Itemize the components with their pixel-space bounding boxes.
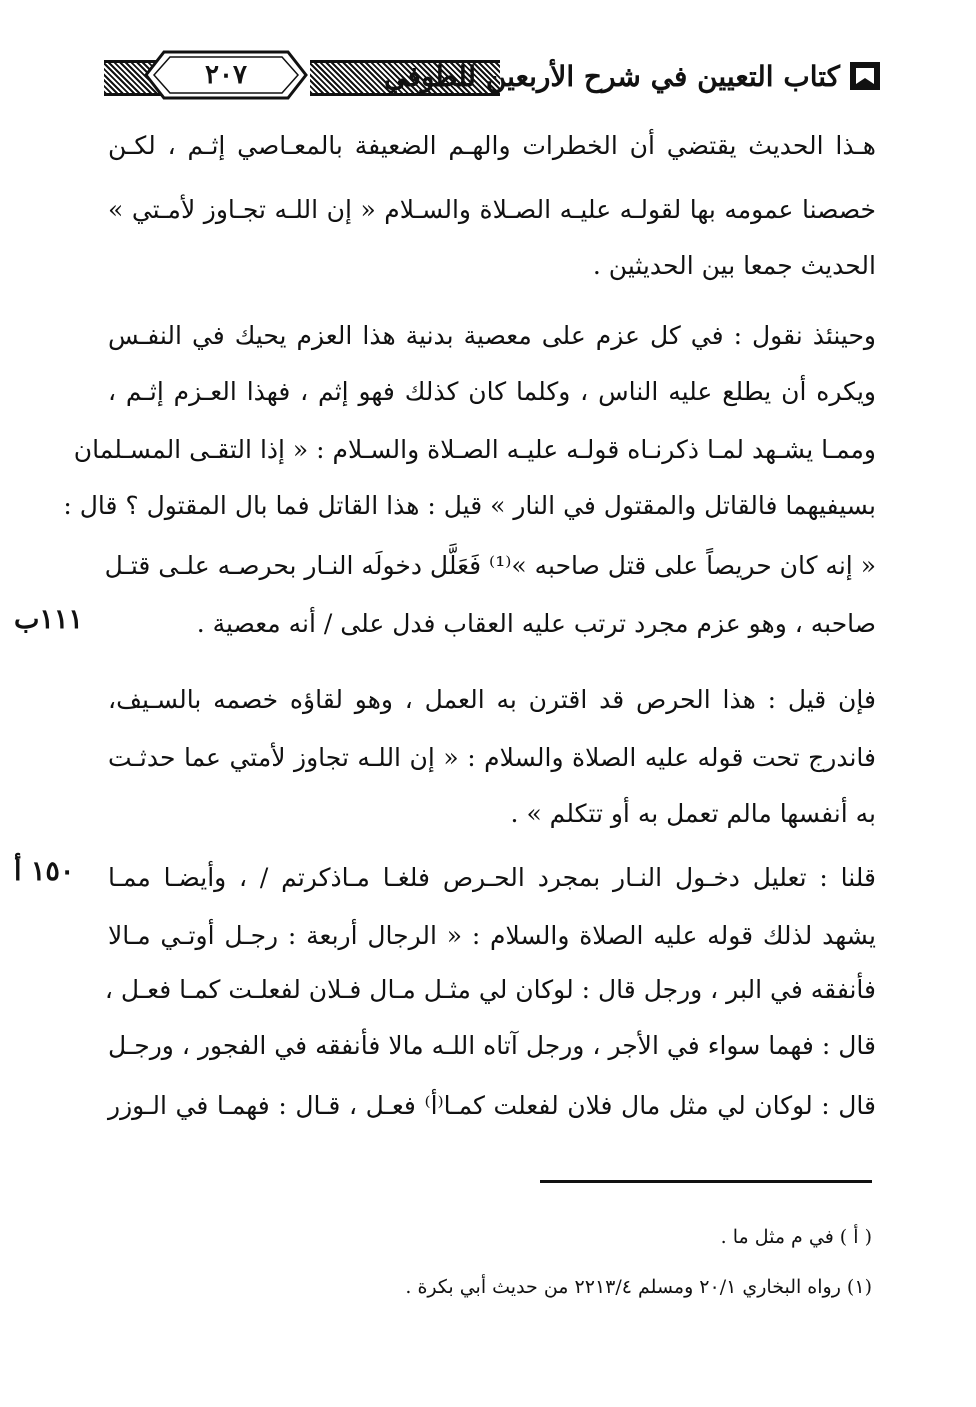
page-header [104,48,882,108]
margin-folio-note: ١٥٠ أ [14,856,75,887]
text-line: فإن قيل : هذا الحرص قد اقترن به العمل ، وهو لقاؤه خصمه بالسـيف، [108,685,876,714]
text-line: قال : لوكان لي مثل مال فلان لفعلت كمـا⁽أ⁾ فعـل ، قـال : فهمـا في الـوزر [108,1091,876,1120]
running-title: كتاب التعيين في شرح الأربعين للطوفي [384,59,840,93]
header-bookmark-icon [850,62,880,90]
text-line: فاندرج تحت قوله عليه الصلاة والسلام : « إن اللـه تجاوز لأمتي عما حدثـت [108,743,876,772]
text-line: وممـا يشـهد لمـا ذكرنـاه قولـه عليـه الصـلاة والسـلام : « إذا التقـى المسـلمان [73,435,876,464]
page-number: ٢٠٧ [205,60,247,90]
footnote-separator [540,1180,872,1183]
text-line: وحينئذ نقول : في كل عزم على معصية بدنية هذا العزم يحيك في النفـس [108,321,876,350]
margin-folio-note: ١١١ب [14,604,83,635]
text-line: الحديث جمعا بين الحديثين . [592,251,876,280]
page-number-badge [144,50,308,100]
footnote: ( أ ) في م مثل ما . [720,1226,872,1248]
text-line: قال : فهما سواء في الأجر ، ورجل آتاه اللـه مالا فأنفقه في الفجور ، ورجـل [108,1031,876,1060]
text-line: هـذا الحديث يقتضي أن الخطرات والهـم الضعيفة بالمعـاصي إثـم ، لكـن [108,131,876,160]
text-line: قلنا : تعليل دخـول النـار بمجرد الحـرص فلغـا مـاذكرتم / ، وأيضـا ممـا [108,863,876,892]
footnote: (١) رواه البخاري ٢٠/١ ومسلم ٢٢١٣/٤ من حديث أبي بكرة . [405,1276,872,1298]
text-line: به أنفسها مالم تعمل به أو تتكلم » . [510,799,876,828]
text-line: صاحبه ، وهو عزم مجرد ترتب عليه العقاب فدل على / أنه معصية . [196,609,876,638]
text-line: خصصنا عمومه بها لقولـه عليـه الصـلاة والسـلام « إن اللـه تجـاوز لأمـتي » [108,195,876,224]
text-line: بسيفيهما فالقاتل والمقتول في النار » قيل : هذا القاتل فما بال المقتول ؟ قال : [63,491,876,520]
text-line: فأنفقه في البر ، ورجل قال : لوكان لي مثـل مـال فـلان لفعلـت كمـا فعـل ، [104,975,876,1004]
text-line: « إنه كان حريصاً على قتل صاحبه »⁽¹⁾ فَعَلَّل دخولَه النـار بحرصـه علـى قتـل [104,551,876,580]
text-line: يشهد لذلك قوله عليه الصلاة والسلام : « الرجال أربعة : رجـل أوتـي مـالا [108,921,876,950]
text-line: ويكره أن يطلع عليه الناس ، وكلما كان كذلك فهو إثم ، فهذا العـزم إثـم ، [108,377,876,406]
